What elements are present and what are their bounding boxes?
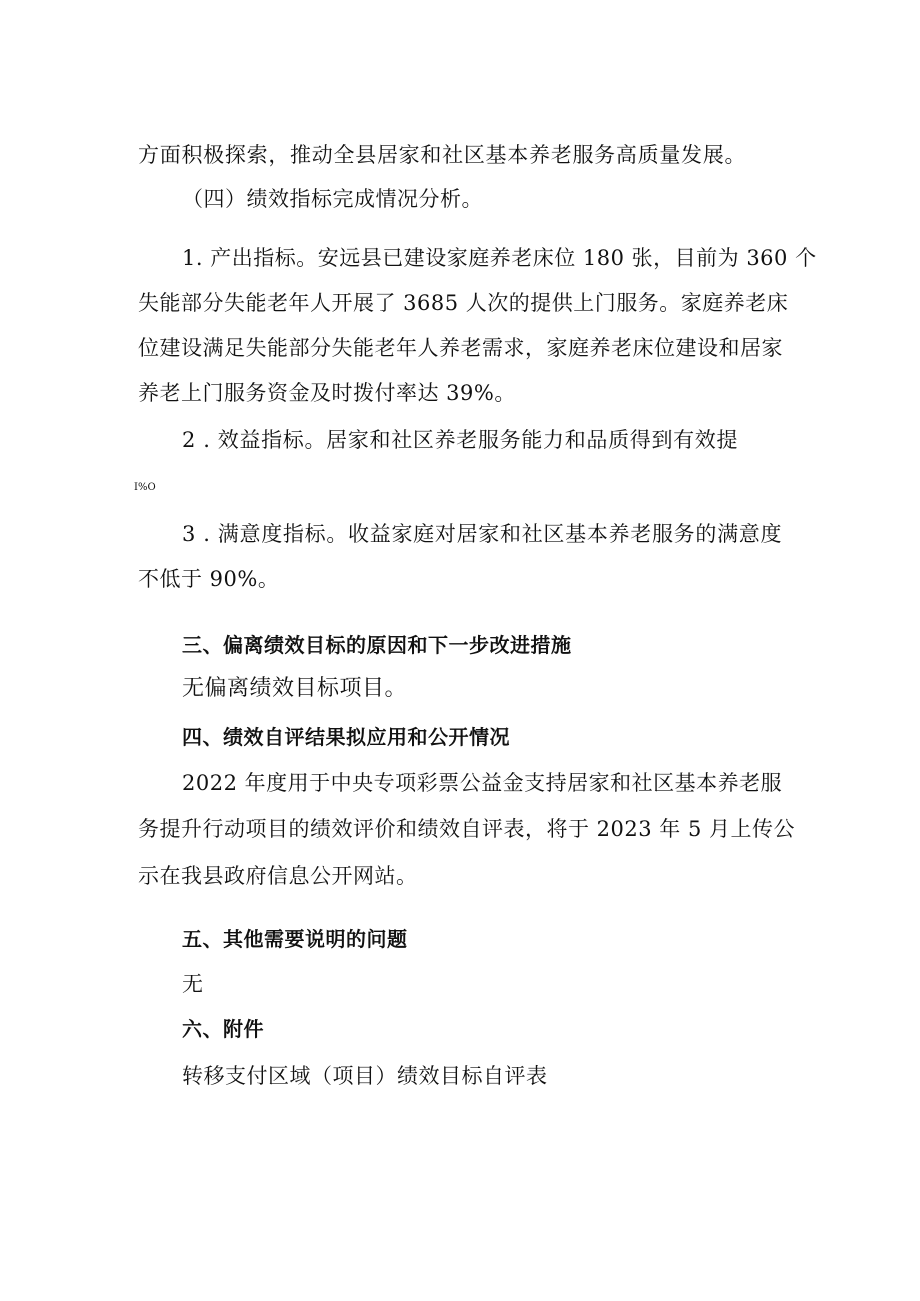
paragraph-line: 位建设满足失能部分失能老年人养老需求，家庭养老床位建设和居家 xyxy=(138,336,783,360)
ocr-fragment: I%O xyxy=(134,482,156,493)
paragraph-line: 不低于 90%。 xyxy=(138,567,280,591)
paragraph-line: 2022 年度用于中央专项彩票公益金支持居家和社区基本养老服 xyxy=(182,771,783,795)
paragraph-line: 2 . 效益指标。居家和社区养老服务能力和品质得到有效提 xyxy=(182,428,738,452)
paragraph-line: 务提升行动项目的绩效评价和绩效自评表，将于 2023 年 5 月上传公 xyxy=(138,817,796,841)
paragraph-line: 转移支付区域（项目）绩效目标自评表 xyxy=(182,1064,548,1088)
section-subheading: （四）绩效指标完成情况分析。 xyxy=(182,187,483,211)
section-heading: 五、其他需要说明的问题 xyxy=(182,927,408,951)
section-heading: 三、偏离绩效目标的原因和下一步改进措施 xyxy=(182,633,572,657)
paragraph-line: 1. 产出指标。安远县已建设家庭养老床位 180 张，目前为 360 个 xyxy=(182,246,817,270)
paragraph-line: 无偏离绩效目标项目。 xyxy=(182,676,408,701)
section-heading: 六、附件 xyxy=(182,1017,264,1041)
paragraph-line: 失能部分失能老年人开展了 3685 人次的提供上门服务。家庭养老床 xyxy=(138,291,789,315)
paragraph-line: 方面积极探索，推动全县居家和社区基本养老服务高质量发展。 xyxy=(138,143,746,167)
paragraph-line: 无 xyxy=(182,972,204,996)
paragraph-line: 养老上门服务资金及时拨付率达 39%。 xyxy=(138,381,516,405)
section-heading: 四、绩效自评结果拟应用和公开情况 xyxy=(182,725,510,749)
paragraph-line: 示在我县政府信息公开网站。 xyxy=(138,864,418,888)
paragraph-line: 3 . 满意度指标。收益家庭对居家和社区基本养老服务的满意度 xyxy=(182,522,782,546)
